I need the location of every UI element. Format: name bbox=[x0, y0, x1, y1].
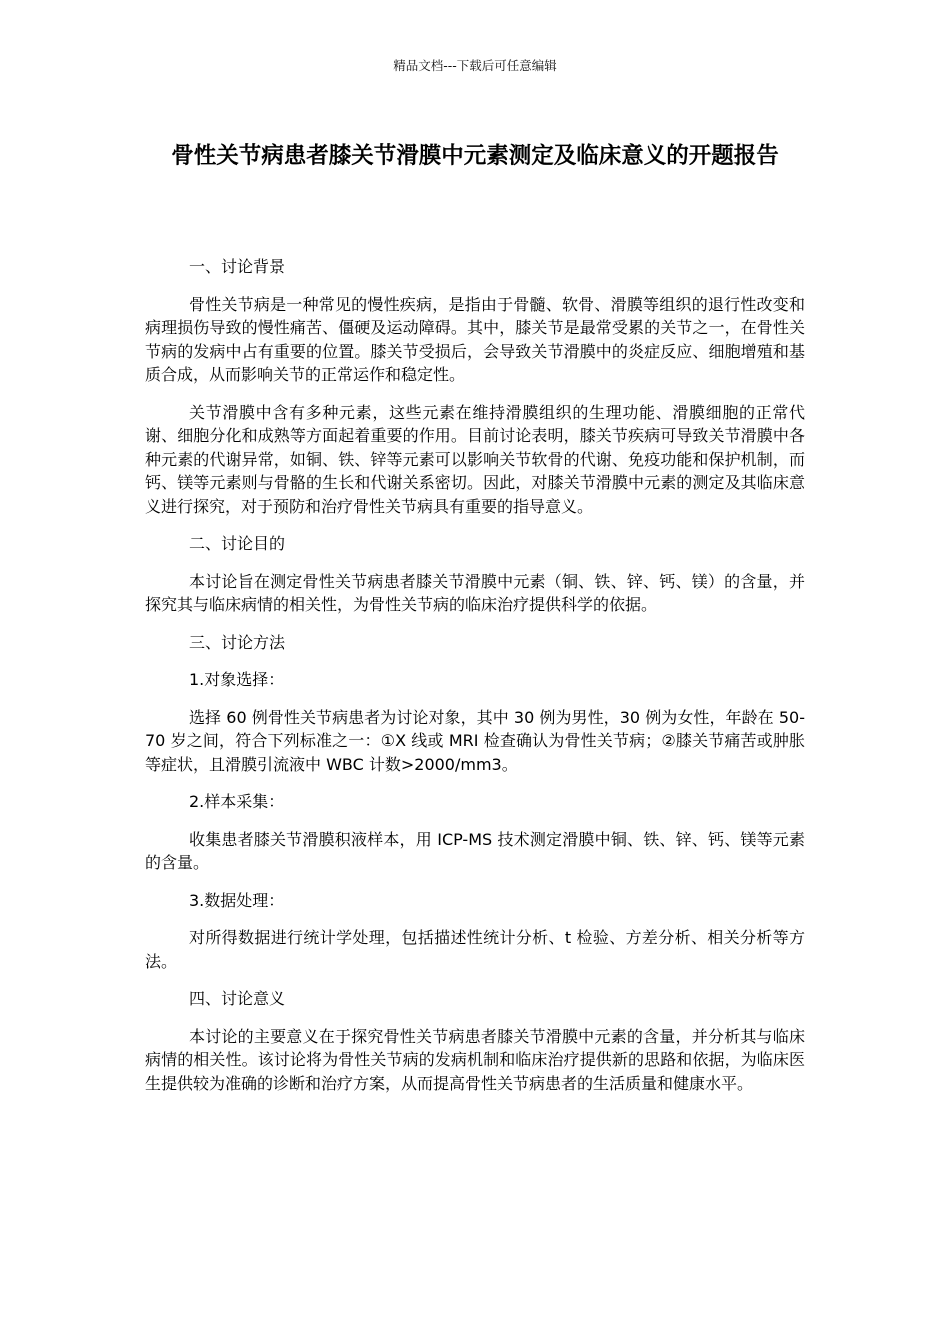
document-title: 骨性关节病患者膝关节滑膜中元素测定及临床意义的开题报告 bbox=[171, 143, 779, 169]
paragraph: 本讨论旨在测定骨性关节病患者膝关节滑膜中元素（铜、铁、锌、钙、镁）的含量，并探究其与临床病情的相关性，为骨性关节病的临床治疗提供科学的依据。 bbox=[145, 571, 805, 614]
header-note: 精品文档---下载后可任意编辑 bbox=[393, 58, 557, 73]
paragraph: 对所得数据进行统计学处理，包括描述性统计分析、t 检验、方差分析、相关分析等方法。 bbox=[145, 928, 805, 971]
paragraph: 关节滑膜中含有多种元素，这些元素在维持滑膜组织的生理功能、滑膜细胞的正常代谢、细胞分化和成熟等方面起着重要的作用。目前讨论表明，膝关节疾病可导致关节滑膜中各种元素的代谢异常，如铜、铁、锌等元素可以影响关节软骨的代谢、免疫功能和保护机制，而钙、镁等元素则与骨骼的生长和代谢关系密切。因此，对膝关节滑膜中元素的测定及其临床意义进行探究，对于预防和治疗骨性关节病具有重要的指导意义。 bbox=[145, 402, 805, 516]
paragraph: 本讨论的主要意义在于探究骨性关节病患者膝关节滑膜中元素的含量，并分析其与临床病情的相关性。该讨论将为骨性关节病的发病机制和临床治疗提供新的思路和依据，为临床医生提供较为准确的诊断和治疗方案，从而提高骨性关节病患者的生活质量和健康水平。 bbox=[145, 1026, 805, 1093]
paragraph: 收集患者膝关节滑膜积液样本，用 ICP-MS 技术测定滑膜中铜、铁、锌、钙、镁等元素的含量。 bbox=[145, 829, 805, 872]
section-heading-methods: 三、讨论方法 bbox=[189, 632, 286, 652]
subsection-heading-subject-selection: 1.对象选择： bbox=[189, 670, 285, 689]
subsection-heading-sample-collection: 2.样本采集： bbox=[189, 792, 285, 811]
paragraph: 骨性关节病是一种常见的慢性疾病，是指由于骨髓、软骨、滑膜等组织的退行性改变和病理损伤导致的慢性痛苦、僵硬及运动障碍。其中，膝关节是最常受累的关节之一，在骨性关节病的发病中占有重要的位置。膝关节受损后，会导致关节滑膜中的炎症反应、细胞增殖和基质合成，从而影响关节的正常运作和稳定性。 bbox=[145, 294, 805, 384]
document-body bbox=[145, 255, 805, 1109]
subsection-heading-data-processing: 3.数据处理： bbox=[189, 890, 285, 910]
paragraph: 选择 60 例骨性关节病患者为讨论对象，其中 30 例为男性，30 例为女性，年龄在 50-70 岁之间，符合下列标准之一：①X 线或 MRI 检查确认为骨性关节病；②膝关节痛苦或肿胀等症状，且滑膜引流液中 WBC 计数>2000/mm3。 bbox=[145, 707, 805, 774]
section-heading-background: 一、讨论背景 bbox=[189, 257, 286, 276]
section-heading-significance: 四、讨论意义 bbox=[189, 989, 286, 1008]
section-heading-purpose: 二、讨论目的 bbox=[189, 534, 286, 553]
